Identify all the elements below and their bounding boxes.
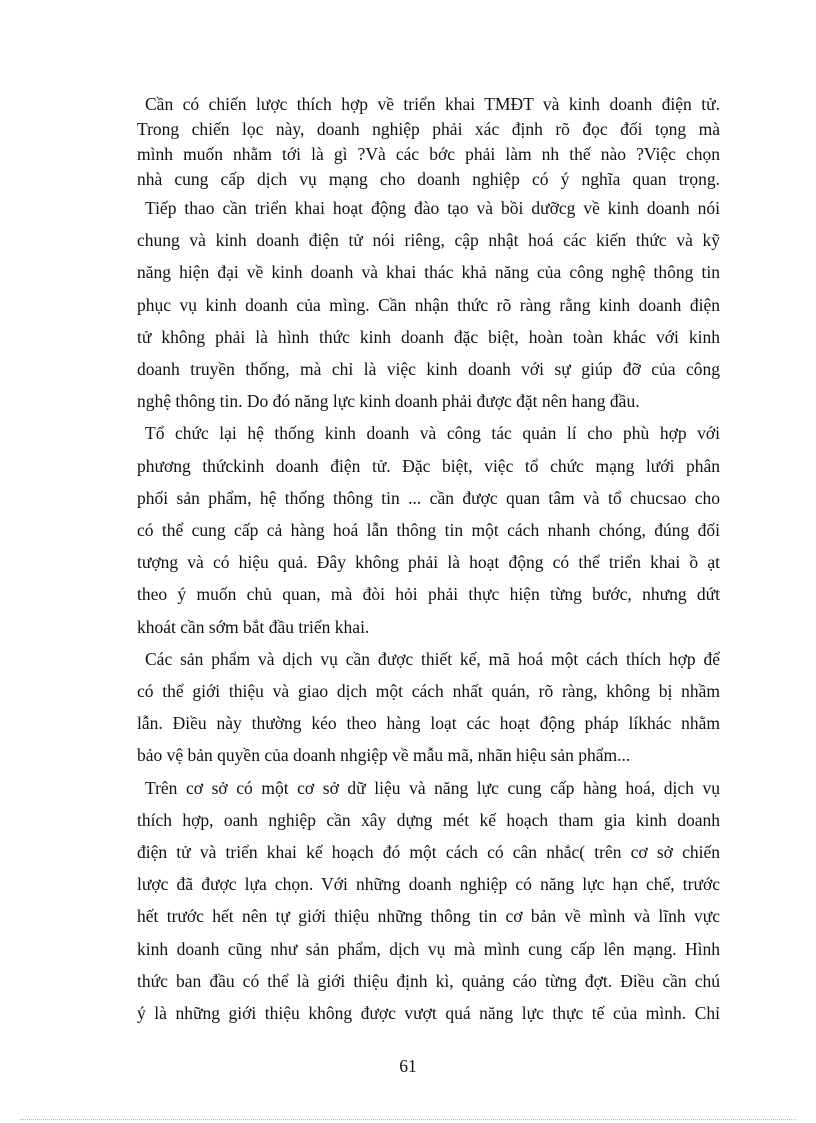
body-text bbox=[137, 192, 720, 1029]
text-line: Trên cơ sở có một cơ sở dữ liệu và năng lực cung cấp hàng hoá, dịch vụ bbox=[145, 777, 720, 798]
page-bottom-divider bbox=[20, 1119, 796, 1120]
text-line: lẫn. Điều này thường kéo theo hàng loạt các hoạt động pháp líkhác nhằm bbox=[137, 713, 720, 734]
text-line: kinh doanh cũng như sản phẩm, dịch vụ mà mình cung cấp lên mạng. Hình bbox=[137, 938, 720, 959]
paragraph-3 bbox=[137, 417, 720, 642]
page-number: 61 bbox=[399, 1056, 417, 1076]
text-line: theo ý muốn chủ quan, mà đòi hỏi phải thực hiện từng bước, nhưng dứt bbox=[137, 584, 720, 605]
paragraph-4 bbox=[137, 643, 720, 772]
text-line: mình muốn nhằm tới là gì ?Và các bớc phải làm nh thế nào ?Việc chọn bbox=[137, 144, 720, 164]
text-line: Tổ chức lại hệ thống kinh doanh và công tác quản lí cho phù hợp với bbox=[145, 423, 720, 444]
text-line: doanh truyền thống, mà chỉ là việc kinh doanh với sự giúp đỡ của công bbox=[137, 359, 720, 380]
text-line: phối sản phẩm, hệ thống thông tin ... cần được quan tâm và tổ chucsao cho bbox=[137, 487, 720, 508]
text-line: bảo vệ bản quyền của doanh nhgiệp về mẫu mã, nhãn hiệu sản phẩm... bbox=[137, 745, 631, 766]
text-line: chung và kinh doanh điện tử nói riêng, cập nhật hoá các kiến thức và kỹ bbox=[137, 230, 720, 251]
text-line: thích hợp, oanh nghiệp cần xây dựng mét kế hoạch tham gia kinh doanh bbox=[137, 809, 720, 830]
text-line: ý là những giới thiệu không được vượt quá năng lực thực tế của mình. Chỉ bbox=[137, 1003, 720, 1024]
text-line: lược đã được lựa chọn. Với những doanh nghiệp có năng lực hạn chế, trước bbox=[137, 874, 720, 895]
text-line: Cần có chiến lược thích hợp về triển khai TMĐT và kinh doanh điện tử. bbox=[145, 94, 720, 114]
text-line: năng hiện đại về kinh doanh và khai thác khả năng của công nghệ thông tin bbox=[137, 262, 720, 283]
text-line: có thể giới thiệu và giao dịch một cách nhất quán, rõ ràng, không bị nhầm bbox=[137, 681, 720, 702]
text-line: điện tử và triển khai kế hoạch đó một cách có cân nhắc( trên cơ sở chiến bbox=[137, 842, 720, 863]
text-line: thức ban đầu có thể là giới thiệu định kì, quảng cáo từng đợt. Điều cần chú bbox=[137, 970, 720, 991]
text-line: hết trước hết nên tự giới thiệu những thông tin cơ bản về mình và lĩnh vực bbox=[137, 906, 720, 927]
text-line: phương thứckinh doanh điện tử. Đặc biệt, việc tổ chức mạng lưới phân bbox=[137, 455, 720, 476]
paragraph-5 bbox=[137, 772, 720, 1030]
text-line: phục vụ kinh doanh của mìng. Cần nhận thức rõ ràng rằng kinh doanh điện bbox=[137, 294, 720, 315]
text-line: Tiếp thao cần triển khai hoạt động đào tạo và bồi dưỡcg về kinh doanh nói bbox=[145, 198, 720, 218]
text-line: nghệ thông tin. Do đó năng lực kinh doanh phải được đặt nên hang đầu. bbox=[137, 391, 640, 412]
paragraph-2 bbox=[137, 192, 720, 417]
text-line: Trong chiến lọc này, doanh nghiệp phải xác định rõ đọc đối tọng mà bbox=[137, 119, 720, 139]
text-line: khoát cần sớm bắt đầu triển khai. bbox=[137, 616, 370, 637]
text-line: tử không phải là hình thức kinh doanh đặc biệt, hoàn toàn khác với kinh bbox=[137, 326, 720, 347]
text-line: có thể cung cấp cả hàng hoá lẫn thông tin một cách nhanh chóng, đúng đối bbox=[137, 520, 720, 541]
paragraph-1 bbox=[137, 92, 720, 192]
text-line: tượng và có hiệu quả. Đây không phải là hoạt động có thể triển khai ồ ạt bbox=[137, 552, 720, 573]
text-line: Các sản phẩm và dịch vụ cần được thiết kế, mã hoá một cách thích hợp để bbox=[145, 648, 720, 669]
text-line: nhà cung cấp dịch vụ mạng cho doanh nghiệp có ý nghĩa quan trọng. bbox=[137, 169, 720, 189]
